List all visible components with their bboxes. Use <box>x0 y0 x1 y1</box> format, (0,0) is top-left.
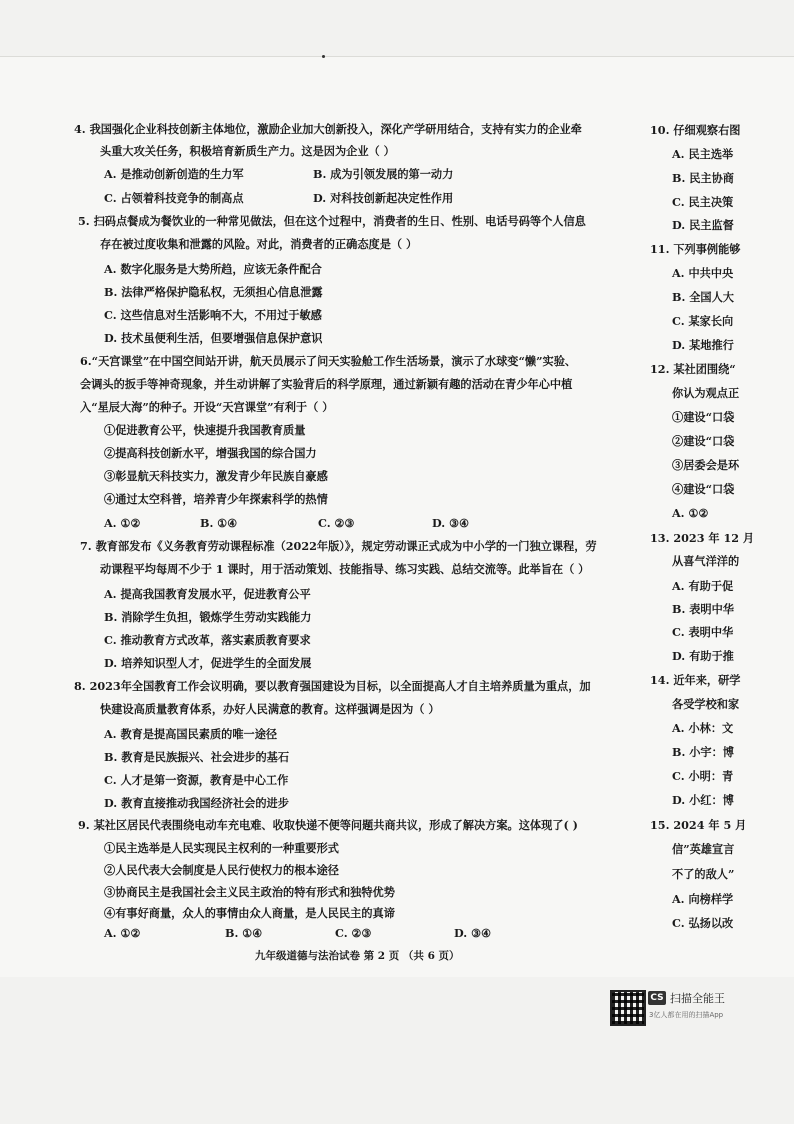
q9-option-a: A. ①② <box>104 926 141 940</box>
right-column-line: 信”英雄宣言 <box>672 842 735 856</box>
q8-option-c: C. 人才是第一资源，教育是中心工作 <box>104 773 289 787</box>
q9-option-b: B. ①④ <box>225 926 263 940</box>
q4-line1: 4. 我国强化企业科技创新主体地位，激励企业加大创新投入，深化产学研用结合，支持有实力的企业牵 <box>74 122 582 136</box>
q9-statement-3: ③协商民主是我国社会主义民主政治的特有形式和独特优势 <box>104 885 395 899</box>
camscanner-name: 扫描全能王 <box>670 992 725 1005</box>
right-column-line: A. 向榜样学 <box>672 892 734 906</box>
right-column-line: C. 民主决策 <box>672 195 734 209</box>
q6-option-d: D. ③④ <box>432 516 470 530</box>
q9-line1: 9. 某社区居民代表围绕电动车充电难、收取快递不便等问题共商共议，形成了解决方案。这体现了( ) <box>78 818 578 832</box>
right-column-line: ①建设“口袋 <box>672 410 735 424</box>
q7-option-a: A. 提高我国教育发展水平，促进教育公平 <box>104 587 311 601</box>
right-column-line: 12. 某社团围绕“ <box>650 362 736 376</box>
q6-option-c: C. ②③ <box>318 516 355 530</box>
right-column-line: C. 某家长向 <box>672 314 734 328</box>
qr-code-icon <box>610 990 646 1026</box>
right-column-line: B. 民主协商 <box>672 171 734 185</box>
right-column-line: ②建设“口袋 <box>672 434 735 448</box>
right-column <box>640 0 794 1124</box>
camscanner-logo: CS <box>648 991 666 1005</box>
q8-option-d: D. 教育直接推动我国经济社会的进步 <box>104 796 289 810</box>
right-column-line: B. 小宇：博 <box>672 745 734 759</box>
q5-option-d: D. 技术虽便利生活，但要增强信息保护意识 <box>104 331 323 345</box>
q5-line2: 存在被过度收集和泄露的风险。对此，消费者的正确态度是（ ） <box>100 237 418 251</box>
right-column-line: ④建设“口袋 <box>672 482 735 496</box>
right-column-line: 14. 近年来，研学 <box>650 673 741 687</box>
right-column-line: A. 民主选举 <box>672 147 734 161</box>
q8-line1: 8. 2023年全国教育工作会议明确，要以教育强国建设为目标，以全面提高人才自主培养质量为重点，加 <box>74 679 591 693</box>
q7-line2: 动课程平均每周不少于 1 课时，用于活动策划、技能指导、练习实践、总结交流等。此举旨在（ ） <box>100 562 590 576</box>
right-column-line: D. 某地推行 <box>672 338 734 352</box>
q9-statement-1: ①民主选举是人民实现民主权利的一种重要形式 <box>104 841 339 855</box>
q5-option-b: B. 法律严格保护隐私权，无须担心信息泄露 <box>104 285 323 299</box>
right-column-line: A. 有助于促 <box>672 579 734 593</box>
right-column-line: D. 小红：博 <box>672 793 734 807</box>
page-footer: 九年级道德与法治试卷 第 2 页 （共 6 页） <box>255 950 460 962</box>
q5-line1: 5. 扫码点餐成为餐饮业的一种常见做法，但在这个过程中，消费者的生日、性别、电话号码等个人信息 <box>78 214 586 228</box>
q4-option-d: D. 对科技创新起决定性作用 <box>313 191 454 205</box>
q7-line1: 7. 教育部发布《义务教育劳动课程标准（2022年版）》，规定劳动课正式成为中小学的一门独立课程，劳 <box>80 539 597 553</box>
q9-statement-4: ④有事好商量，众人的事情由众人商量，是人民民主的真谛 <box>104 906 395 920</box>
right-column-line: A. 小林：文 <box>672 721 734 735</box>
q8-option-a: A. 教育是提高国民素质的唯一途径 <box>104 727 278 741</box>
right-column-line: 11. 下列事例能够 <box>650 242 741 256</box>
right-column-line: ③居委会是环 <box>672 458 740 472</box>
q4-option-c: C. 占领着科技竞争的制高点 <box>104 191 244 205</box>
q8-option-b: B. 教育是民族振兴、社会进步的基石 <box>104 750 290 764</box>
right-column-line: B. 表明中华 <box>672 602 734 616</box>
q6-line3: 入“星辰大海”的种子。开设“天宫课堂”有利于（ ） <box>80 400 334 414</box>
q6-statement-4: ④通过太空科普，培养青少年探索科学的热情 <box>104 492 328 506</box>
q4-line2: 头重大攻关任务，积极培育新质生产力。这是因为企业（ ） <box>100 144 395 158</box>
q6-option-a: A. ①② <box>104 516 141 530</box>
q6-line1: 6.“天宫课堂”在中国空间站开讲，航天员展示了问天实验舱工作生活场景，演示了水球变“懒”实验、 <box>80 354 577 368</box>
q9-option-c: C. ②③ <box>335 926 372 940</box>
q5-option-c: C. 这些信息对生活影响不大，不用过于敏感 <box>104 308 322 322</box>
right-column-line: 从喜气洋洋的 <box>672 554 740 568</box>
q4-option-a: A. 是推动创新创造的生力军 <box>104 167 244 181</box>
right-column-line: 你认为观点正 <box>672 386 740 400</box>
right-column-line: A. 中共中央 <box>672 266 734 280</box>
q9-statement-2: ②人民代表大会制度是人民行使权力的根本途径 <box>104 863 339 877</box>
right-column-line: C. 弘扬以改 <box>672 916 734 930</box>
q6-option-b: B. ①④ <box>200 516 238 530</box>
q8-line2: 快建设高质量教育体系，办好人民满意的教育。这样强调是因为（ ） <box>100 702 440 716</box>
right-column-line: 不了的敌人” <box>672 867 735 881</box>
q9-option-d: D. ③④ <box>454 926 492 940</box>
right-column-line: D. 民主监督 <box>672 218 734 232</box>
right-column-line: 10. 仔细观察右图 <box>650 123 741 137</box>
right-column-line: D. 有助于推 <box>672 649 734 663</box>
right-column-line: A. ①② <box>672 506 709 520</box>
q6-statement-3: ③彰显航天科技实力，激发青少年民族自豪感 <box>104 469 328 483</box>
right-column-line: C. 小明：青 <box>672 769 734 783</box>
q6-statement-1: ①促进教育公平，快速提升我国教育质量 <box>104 423 306 437</box>
q4-option-b: B. 成为引领发展的第一动力 <box>313 167 454 181</box>
right-column-line: B. 全国人大 <box>672 290 734 304</box>
q7-option-c: C. 推动教育方式改革，落实素质教育要求 <box>104 633 311 647</box>
page-mark <box>322 55 325 58</box>
q6-statement-2: ②提高科技创新水平，增强我国的综合国力 <box>104 446 317 460</box>
right-column-line: C. 表明中华 <box>672 625 734 639</box>
q6-line2: 会调头的扳手等神奇现象，并生动讲解了实验背后的科学原理，通过新颖有趣的活动在青少年心中植 <box>80 377 573 391</box>
right-column-line: 15. 2024 年 5 月 <box>650 818 747 832</box>
q7-option-d: D. 培养知识型人才，促进学生的全面发展 <box>104 656 312 670</box>
q5-option-a: A. 数字化服务是大势所趋，应该无条件配合 <box>104 262 322 276</box>
q7-option-b: B. 消除学生负担，锻炼学生劳动实践能力 <box>104 610 312 624</box>
camscanner-tagline: 3亿人都在用的扫描App <box>649 1011 724 1019</box>
right-column-line: 各受学校和家 <box>672 697 740 711</box>
right-column-line: 13. 2023 年 12 月 <box>650 531 755 545</box>
